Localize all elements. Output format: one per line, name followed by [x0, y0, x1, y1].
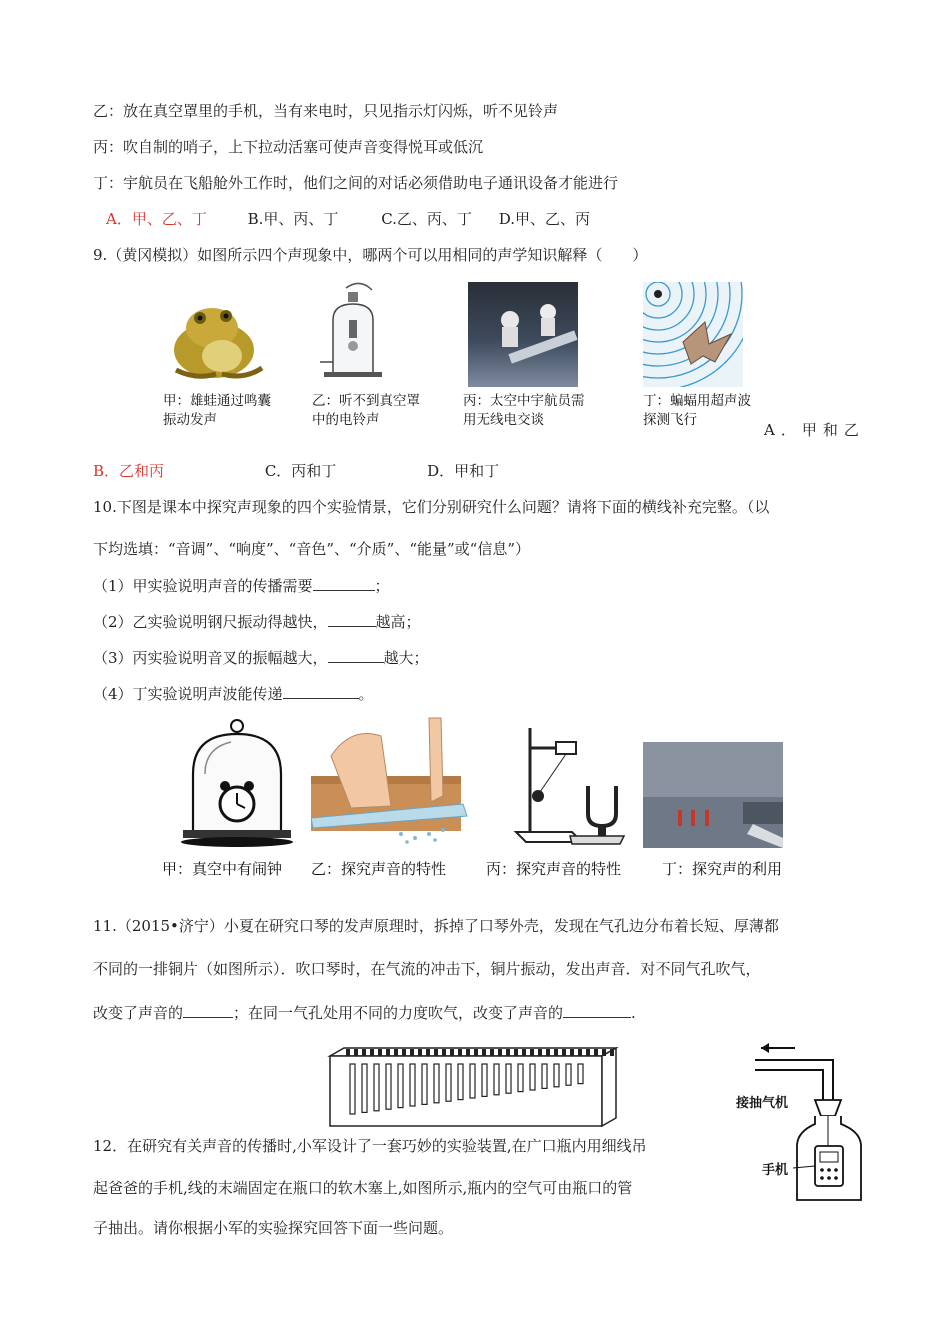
bat-ultrasound-image — [643, 282, 743, 387]
alarm-clock-bell-jar-image — [175, 718, 300, 848]
q10-item-2-text: （2）乙实验说明钢尺振动得越快， — [93, 613, 328, 631]
bottle-phone-apparatus-image — [735, 1040, 895, 1206]
statement-bing: 丙：吹自制的哨子，上下拉动活塞可使声音变得悦耳或低沉 — [93, 138, 484, 156]
q10-caption-ding: 丁：探究声的利用 — [662, 860, 783, 878]
q9-caption-ding: 丁：蝙蝠用超声波探测飞行 — [643, 393, 751, 428]
frog-image — [164, 290, 269, 385]
q10-item-2 — [93, 611, 421, 632]
q12-line-2: 起爸爸的手机,线的末端固定在瓶口的软木塞上,如图所示,瓶内的空气可由瓶口的管 — [93, 1179, 633, 1197]
q11-line-3-text: 改变了声音的 — [93, 1004, 184, 1022]
candle-sound-image — [643, 742, 783, 848]
q11-line-3-end: . — [631, 1004, 636, 1022]
q10-stem-1: 10.下图是课本中探究声现象的四个实验情景，它们分别研究什么问题？请将下面的横线补充完整。（以 — [93, 498, 770, 516]
q10-blank-2[interactable] — [328, 611, 376, 627]
q9-option-b: B．乙和丙 — [93, 462, 165, 480]
q10-item-1-end: ； — [374, 577, 390, 595]
q10-blank-4[interactable] — [283, 683, 359, 699]
q10-item-4-text: （4）丁实验说明声波能传递 — [93, 685, 283, 703]
q10-caption-bing: 丙：探究声音的特性 — [486, 860, 622, 878]
q12-line-3: 子抽出。请你根据小军的实验探究回答下面一些问题。 — [93, 1219, 454, 1237]
q9-stem: 9.（黄冈模拟）如图所示四个声现象中，哪两个可以用相同的声学知识解释（ ） — [93, 246, 648, 264]
q11-line-3 — [93, 1002, 636, 1023]
label-pump: 接抽气机 — [736, 1096, 789, 1111]
q8-option-a: A．甲、乙、丁 — [106, 210, 207, 228]
q11-line-2: 不同的一排铜片（如图所示）．吹口琴时，在气流的冲击下，铜片振动，发出声音．对不同气孔吹气， — [93, 960, 761, 978]
q9-option-d: D．甲和丁 — [427, 462, 500, 480]
q10-blank-3[interactable] — [328, 647, 384, 663]
q10-stem-2: 下均选填：“音调”、“响度”、“音色”、“介质”、“能量”或“信息”） — [93, 540, 531, 558]
q11-blank-2[interactable] — [563, 1002, 631, 1018]
q9-caption-jia: 甲：雄蛙通过鸣囊振动发声 — [163, 393, 271, 428]
q10-blank-1[interactable] — [313, 575, 375, 591]
q10-caption-yi: 乙：探究声音的特性 — [311, 860, 447, 878]
q11-line-3-mid: ；在同一气孔处用不同的力度吹气，改变了声音的 — [233, 1004, 564, 1022]
q10-item-4 — [93, 683, 374, 704]
q10-caption-jia: 甲：真空中有闹钟 — [162, 860, 283, 878]
q8-options — [106, 209, 590, 229]
statement-yi: 乙：放在真空罩里的手机，当有来电时，只见指示灯闪烁，听不见铃声 — [93, 102, 559, 120]
q10-item-4-end: 。 — [358, 685, 374, 703]
tuning-fork-image — [512, 724, 627, 848]
q9-caption-yi: 乙：听不到真空罩中的电铃声 — [312, 393, 420, 428]
q10-item-1-text: （1）甲实验说明声音的传播需要 — [93, 577, 313, 595]
q10-item-3-end: 越大； — [383, 649, 429, 667]
q8-option-d: D.甲、乙、丙 — [498, 210, 590, 228]
q12-line-1: 12．在研究有关声音的传播时,小军设计了一套巧妙的实验装置,在广口瓶内用细线吊 — [93, 1137, 647, 1155]
q11-blank-1[interactable] — [183, 1002, 233, 1018]
label-phone: 手机 — [762, 1163, 789, 1178]
q10-item-3-text: （3）丙实验说明音叉的振幅越大， — [93, 649, 328, 667]
q10-item-1 — [93, 575, 390, 596]
q9-options — [93, 461, 499, 481]
q10-item-3 — [93, 647, 429, 668]
q9-option-a: A．甲和乙 — [764, 421, 865, 439]
q11-line-1: 11.（2015•济宁）小夏在研究口琴的发声原理时，拆掉了口琴外壳，发现在气孔边分布着长短、厚薄都 — [93, 917, 779, 935]
q9-caption-bing: 丙：太空中宇航员需用无线电交谈 — [463, 393, 585, 428]
harmonica-reeds-image — [326, 1044, 620, 1128]
steel-ruler-image — [311, 716, 469, 846]
statement-ding: 丁：宇航员在飞船舱外工作时，他们之间的对话必须借助电子通讯设备才能进行 — [93, 174, 619, 192]
q9-option-c: C．丙和丁 — [264, 462, 337, 480]
q8-option-b: B.甲、丙、丁 — [247, 210, 339, 228]
q8-option-c: C.乙、丙、丁 — [381, 210, 472, 228]
astronaut-image — [468, 282, 578, 387]
q10-item-2-end: 越高； — [375, 613, 421, 631]
bell-jar-image — [318, 282, 388, 387]
